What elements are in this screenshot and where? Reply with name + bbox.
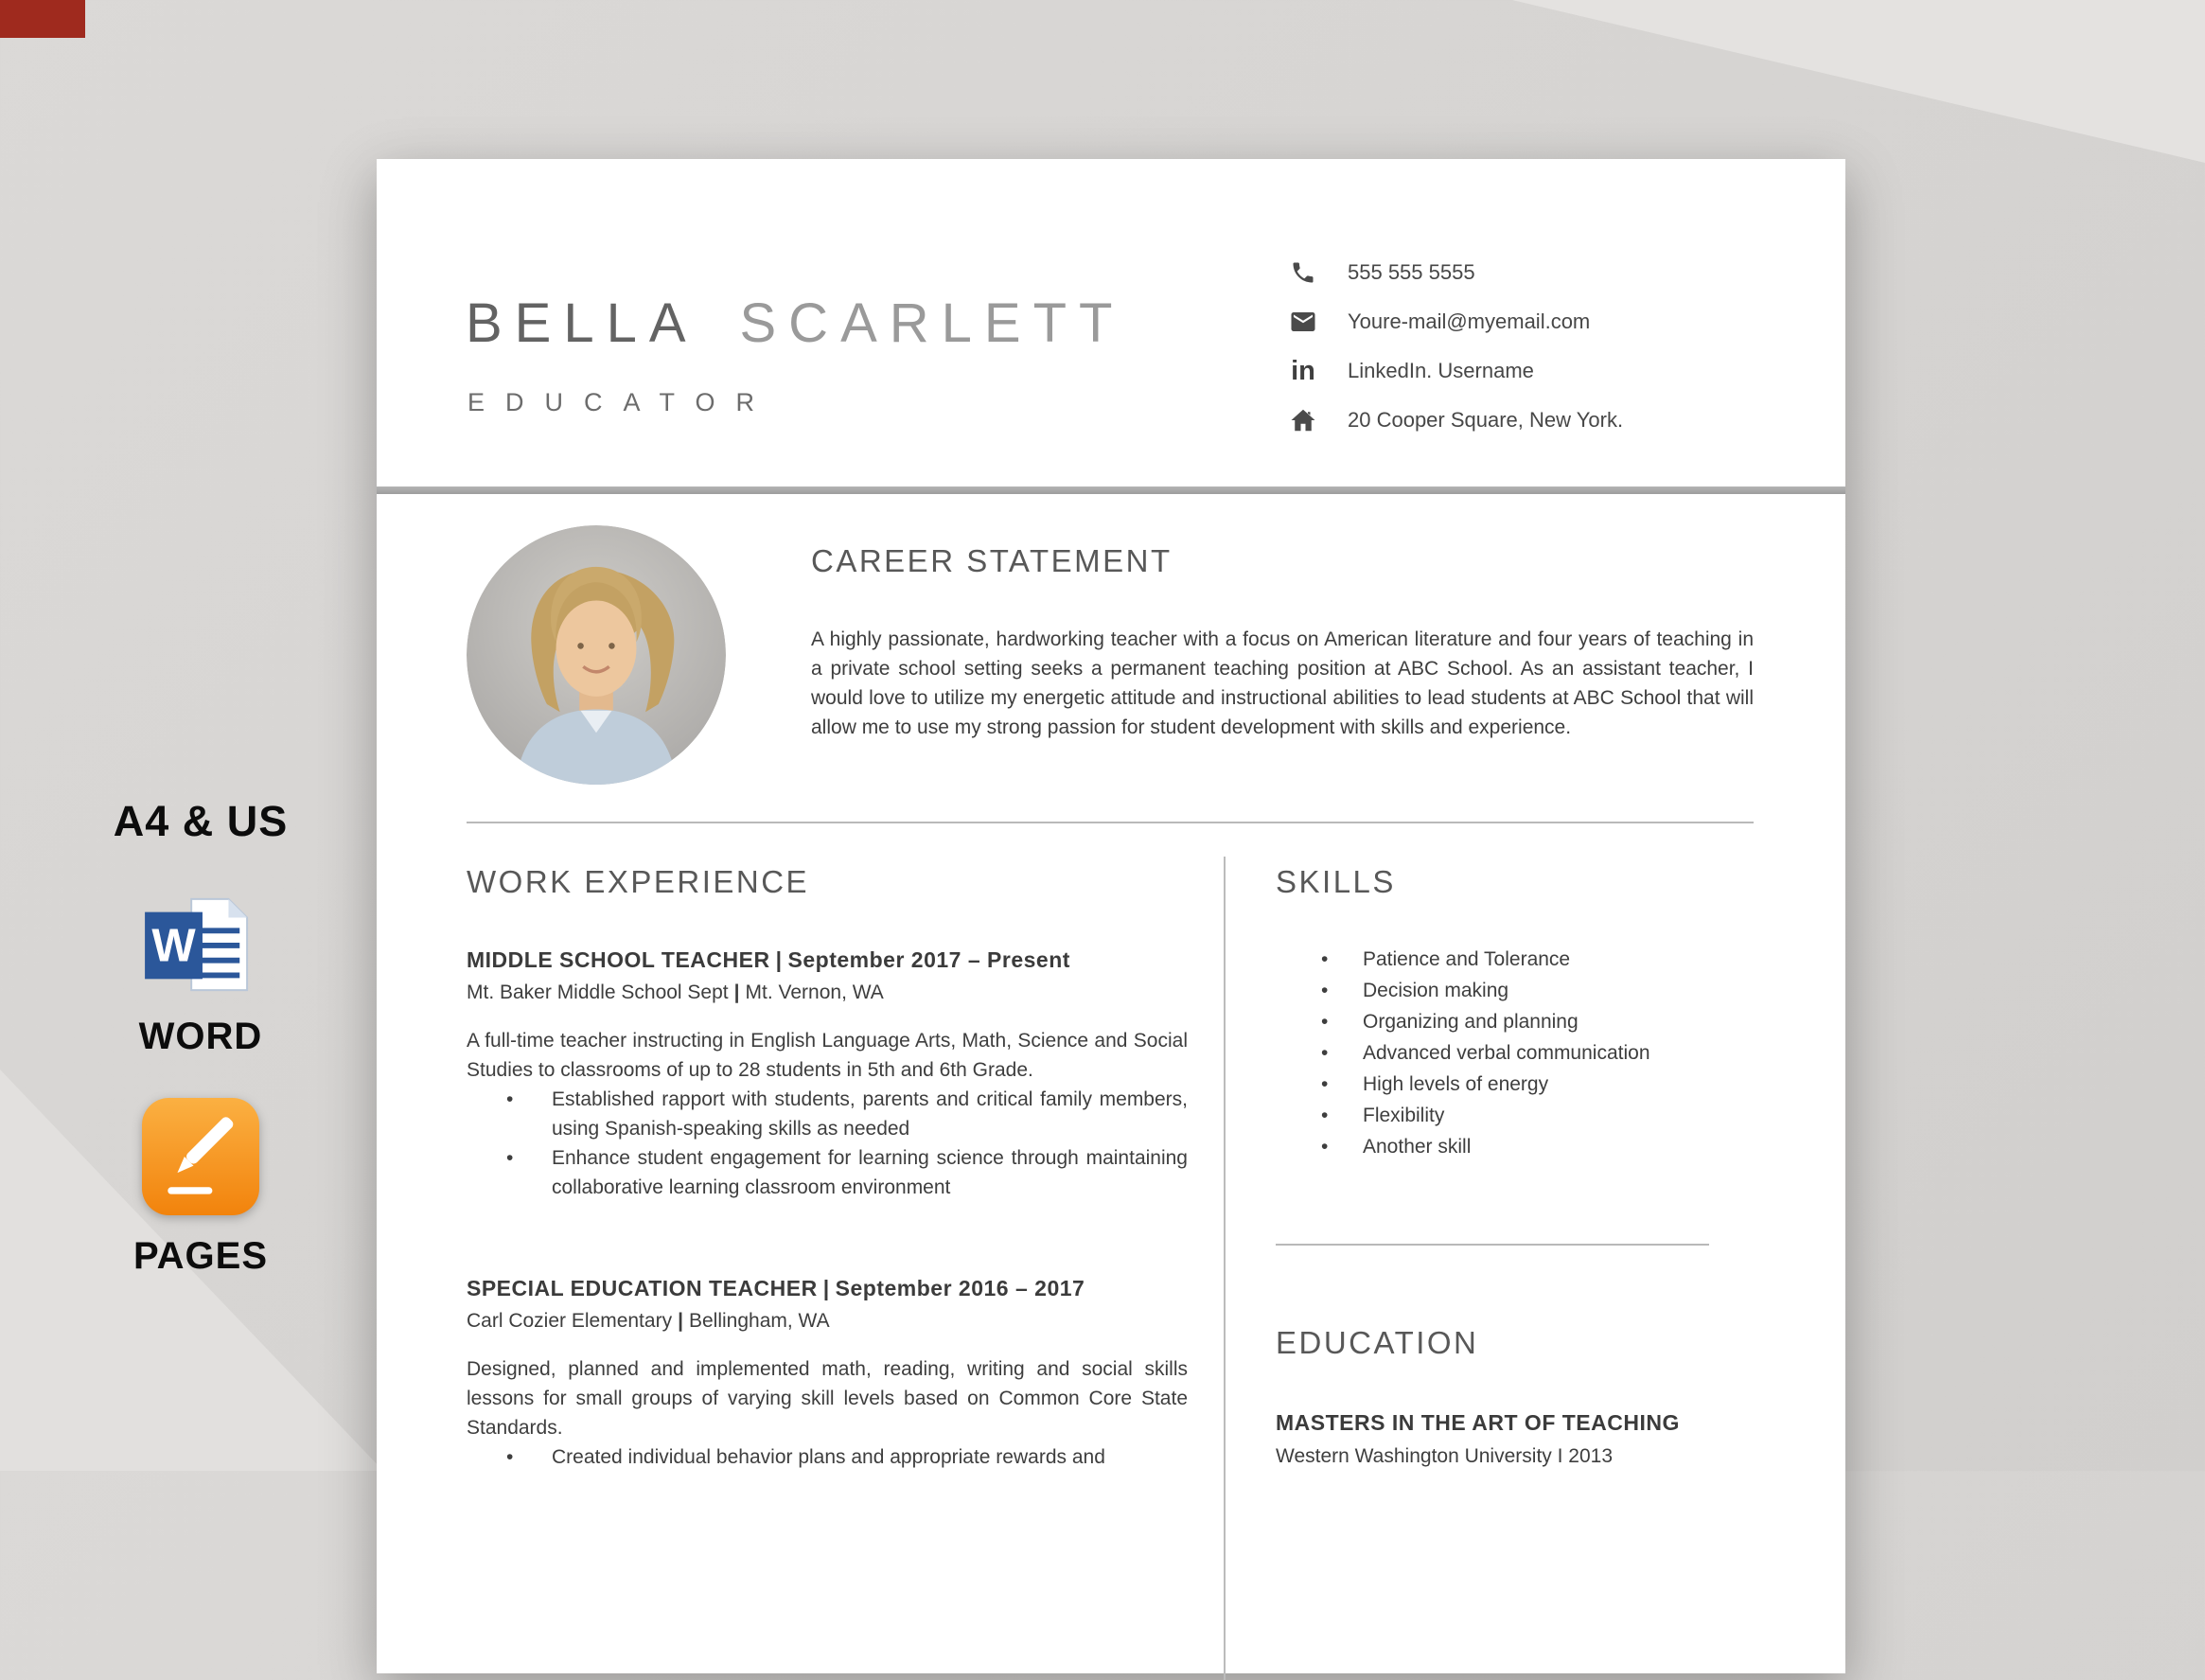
skill-item: • Decision making: [1276, 975, 1713, 1006]
apple-pages-icon: [142, 1098, 259, 1215]
work-experience-column: [467, 864, 1188, 1472]
job-bullet-list: [467, 1442, 1188, 1472]
job-bullet: • Enhance student engagement for learning science through maintaining collaborative learning classroom environment: [467, 1143, 1188, 1202]
resume-page: [377, 159, 1845, 1673]
job-dates: September 2017 – Present: [787, 947, 1070, 972]
contact-block: [1287, 256, 1623, 436]
job-org-line: [467, 1307, 1188, 1335]
job-title-line: [467, 1274, 1188, 1302]
job-location: Mt. Vernon, WA: [745, 981, 884, 1003]
phone-icon: [1287, 256, 1319, 289]
job-org-line: [467, 979, 1188, 1007]
skills-list: [1276, 944, 1713, 1162]
first-name: BELLA: [466, 292, 696, 354]
street-address: 20 Cooper Square, New York.: [1348, 408, 1624, 432]
separator: |: [775, 947, 783, 972]
job-entry: [467, 1274, 1188, 1472]
pages-label: PAGES: [132, 1235, 269, 1277]
profile-photo: [467, 525, 726, 785]
resume-role: EDUCATOR: [467, 388, 776, 416]
contact-linkedin-row: [1287, 355, 1623, 387]
separator: |: [733, 981, 740, 1003]
job-summary: A full-time teacher instructing in English Language Arts, Math, Science and Social Studies to classrooms of up to 28 students in 5th and 6th Grade.: [467, 1030, 1188, 1081]
career-statement-heading: CAREER STATEMENT: [811, 543, 1173, 578]
job-title-line: [467, 946, 1188, 974]
skill-item: • Flexibility: [1276, 1100, 1713, 1131]
contact-email-row: [1287, 306, 1623, 338]
job-bullet: • Created individual behavior plans and appropriate rewards and: [467, 1442, 1188, 1472]
job-dates: September 2016 – 2017: [835, 1276, 1085, 1300]
header-divider: [377, 486, 1845, 494]
contact-phone-row: [1287, 256, 1623, 289]
education-degree: MASTERS IN THE ART OF TEACHING: [1276, 1410, 1680, 1435]
section-divider: [467, 822, 1754, 823]
ms-word-icon: [145, 893, 256, 996]
skills-heading: SKILLS: [1276, 864, 1396, 899]
email-address: Youre-mail@myemail.com: [1348, 309, 1591, 333]
skill-item: • High levels of energy: [1276, 1069, 1713, 1100]
job-organization: Mt. Baker Middle School Sept: [467, 981, 729, 1003]
phone-number: 555 555 5555: [1348, 260, 1475, 284]
skill-item: • Advanced verbal communication: [1276, 1037, 1713, 1069]
separator: |: [678, 1310, 683, 1332]
skills-education-column: [1276, 864, 1713, 1471]
skill-item: • Organizing and planning: [1276, 1006, 1713, 1037]
career-statement-text: A highly passionate, hardworking teacher with a focus on American literature and four years of teaching in a private school setting seeks a permanent teaching position at ABC School. As an assistant teacher, I would love to utilize my energetic attitude and instructional abilities to lead students at ABC School that will allow me to use my strong passion for student development with skills and experience.: [811, 628, 1754, 738]
education-school: Western Washington University I 2013: [1276, 1445, 1613, 1467]
job-bullet-list: [467, 1085, 1188, 1202]
skill-item: • Patience and Tolerance: [1276, 944, 1713, 975]
contact-address-row: [1287, 404, 1623, 436]
email-icon: [1287, 306, 1319, 338]
resume-name: [466, 292, 1124, 355]
skill-item: • Another skill: [1276, 1131, 1713, 1162]
job-bullet: • Established rapport with students, parents and critical family members, using Spanish-speaking skills as needed: [467, 1085, 1188, 1143]
word-label: WORD: [138, 1016, 263, 1057]
format-badges: [59, 797, 343, 1278]
svg-text:W: W: [151, 920, 196, 972]
job-location: Bellingham, WA: [688, 1310, 830, 1332]
education-heading: EDUCATION: [1276, 1325, 1479, 1360]
linkedin-icon: [1287, 355, 1319, 387]
work-experience-heading: WORK EXPERIENCE: [467, 864, 810, 899]
home-icon: [1287, 404, 1319, 436]
background-triangle-top-right: [1512, 0, 2205, 163]
paper-size-label: A4 & US: [113, 797, 289, 845]
job-position: SPECIAL EDUCATION TEACHER: [467, 1276, 818, 1300]
skills-divider: [1276, 1244, 1709, 1246]
job-organization: Carl Cozier Elementary: [467, 1310, 673, 1332]
linkedin-username: LinkedIn. Username: [1348, 359, 1534, 382]
last-name: SCARLETT: [739, 292, 1125, 354]
job-position: MIDDLE SCHOOL TEACHER: [467, 947, 770, 972]
job-summary: Designed, planned and implemented math, reading, writing and social skills lessons for small groups of varying skill levels based on Common Core State Standards.: [467, 1358, 1188, 1439]
column-divider: [1224, 857, 1226, 1680]
corner-accent: [0, 0, 85, 38]
job-entry: [467, 946, 1188, 1202]
separator: |: [822, 1276, 830, 1300]
